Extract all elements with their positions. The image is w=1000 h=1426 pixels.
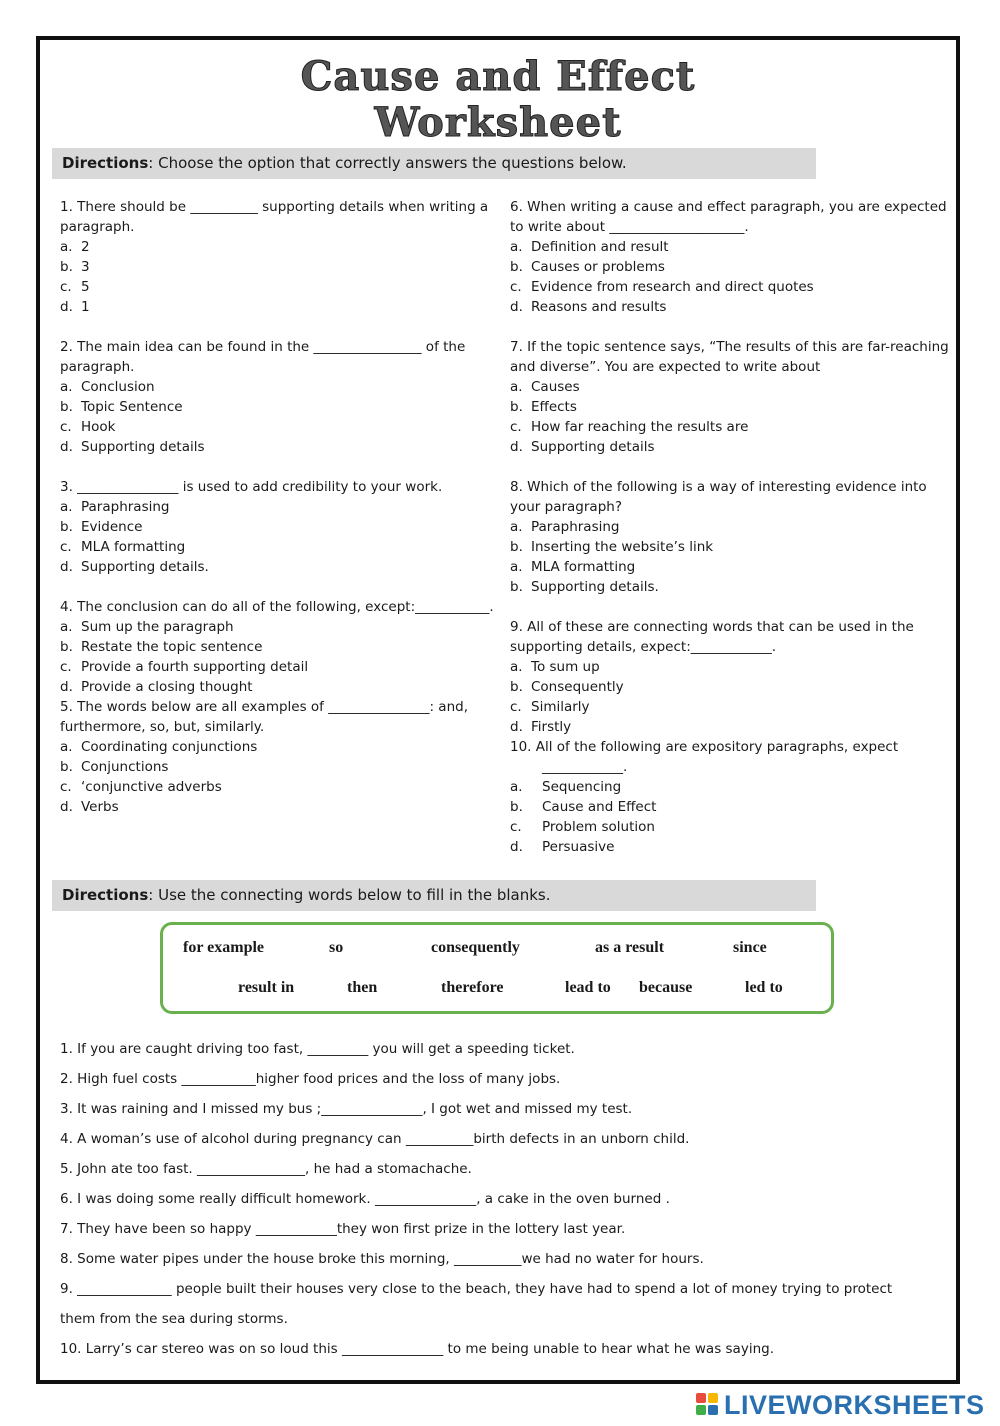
option-letter: d. [510, 439, 523, 455]
question-text: 9. All of these are connecting words that can be used in the supporting details, expect:____________. [510, 619, 914, 655]
answer-option[interactable] [510, 237, 950, 257]
answer-option[interactable] [510, 797, 950, 817]
option-text: Definition and result [531, 239, 669, 255]
question [510, 737, 950, 857]
answer-option[interactable] [60, 677, 496, 697]
word-bank-item: led to [745, 979, 783, 996]
answer-option[interactable] [510, 417, 950, 437]
option-letter: a. [60, 739, 73, 755]
option-letter: d. [60, 299, 73, 315]
question-text: 4. The conclusion can do all of the following, except:___________. [60, 599, 494, 615]
answer-option[interactable] [510, 257, 950, 277]
answer-option[interactable] [60, 537, 496, 557]
option-text: Cause and Effect [542, 799, 657, 815]
option-text: Supporting details [531, 439, 655, 455]
question [60, 477, 496, 577]
option-text: Evidence from research and direct quotes [531, 279, 814, 295]
option-text: Restate the topic sentence [81, 639, 263, 655]
answer-option[interactable] [60, 297, 496, 317]
answer-option[interactable] [60, 497, 496, 517]
option-text: Provide a closing thought [81, 679, 253, 695]
fill-in-sentence: them from the sea during storms. [60, 1311, 288, 1327]
question-text: 1. There should be __________ supporting details when writing a paragraph. [60, 199, 489, 235]
word-bank-item: therefore [441, 979, 504, 996]
option-text: How far reaching the results are [531, 419, 749, 435]
option-text: Hook [81, 419, 116, 435]
question [510, 337, 950, 457]
option-text: Topic Sentence [81, 399, 183, 415]
answer-option[interactable] [510, 397, 950, 417]
answer-option[interactable] [510, 697, 950, 717]
question [60, 597, 496, 697]
option-text: Firstly [531, 719, 572, 735]
option-text: Provide a fourth supporting detail [81, 659, 309, 675]
option-text: Evidence [81, 519, 143, 535]
option-letter: c. [60, 659, 72, 675]
question-text: 8. Which of the following is a way of interesting evidence into your paragraph? [510, 479, 927, 515]
word-bank-item: so [329, 939, 344, 956]
option-letter: c. [60, 279, 72, 295]
option-text: Supporting details [81, 439, 205, 455]
question [510, 617, 950, 737]
answer-option[interactable] [510, 677, 950, 697]
answer-option[interactable] [510, 537, 950, 557]
fill-in-sentence: 7. They have been so happy ____________they won first prize in the lottery last year. [60, 1221, 626, 1237]
answer-option[interactable] [60, 757, 496, 777]
option-text: Causes or problems [531, 259, 665, 275]
option-letter: b. [510, 539, 523, 555]
option-letter: d. [60, 799, 73, 815]
option-letter: b. [60, 759, 73, 775]
option-text: Conjunctions [81, 759, 169, 775]
answer-option[interactable] [510, 717, 950, 737]
directions-label: Directions [62, 886, 149, 904]
answer-option[interactable] [60, 637, 496, 657]
answer-option[interactable] [510, 837, 950, 857]
fill-in-list [60, 1034, 940, 1364]
fill-in-sentence: 4. A woman’s use of alcohol during pregnancy can __________birth defects in an unborn child. [60, 1131, 690, 1147]
question [60, 697, 496, 817]
option-letter: b. [510, 799, 523, 815]
question-text: 5. The words below are all examples of _______________: and, furthermore, so, but, similarly. [60, 699, 468, 735]
answer-option[interactable] [510, 577, 950, 597]
option-text: Supporting details. [81, 559, 209, 575]
answer-option[interactable] [60, 797, 496, 817]
option-text: Problem solution [542, 819, 655, 835]
answer-option[interactable] [60, 257, 496, 277]
option-letter: a. [510, 779, 523, 795]
answer-option[interactable] [510, 517, 950, 537]
answer-option[interactable] [510, 297, 950, 317]
fill-in-sentence: 6. I was doing some really difficult homework. _______________, a cake in the oven burned . [60, 1191, 670, 1207]
option-text: ‘conjunctive adverbs [81, 779, 222, 795]
answer-option[interactable] [510, 377, 950, 397]
questions-left-column [60, 197, 496, 837]
option-letter: b. [60, 519, 73, 535]
question [510, 197, 950, 317]
answer-option[interactable] [60, 557, 496, 577]
word-bank-item: as a result [595, 939, 665, 956]
questions-right-column [510, 197, 950, 877]
word-bank-item: lead to [565, 979, 611, 996]
option-text: Persuasive [542, 839, 615, 855]
answer-option[interactable] [60, 617, 496, 637]
option-letter: c. [510, 419, 522, 435]
answer-option[interactable] [60, 397, 496, 417]
question-text: 2. The main idea can be found in the ________________ of the paragraph. [60, 339, 466, 375]
fill-in-sentence: 10. Larry’s car stereo was on so loud this _______________ to me being unable to hear what he was saying. [60, 1341, 774, 1357]
option-text: To sum up [531, 659, 600, 675]
title-line-2: Worksheet [374, 99, 622, 146]
directions-bar-1 [52, 148, 816, 179]
title-line-1: Cause and Effect [300, 53, 696, 100]
option-letter: a. [60, 499, 73, 515]
option-text: 2 [81, 239, 90, 255]
option-letter: a. [510, 559, 523, 575]
option-text: Sequencing [542, 779, 622, 795]
option-letter: d. [60, 439, 73, 455]
option-letter: a. [60, 619, 73, 635]
question [510, 477, 950, 597]
option-text: 5 [81, 279, 90, 295]
answer-option[interactable] [60, 777, 496, 797]
directions-text: : Choose the option that correctly answers the questions below. [148, 154, 627, 172]
word-bank-item: then [347, 979, 378, 996]
word-bank [160, 922, 834, 1014]
option-letter: b. [510, 259, 523, 275]
fill-in-sentence: 5. John ate too fast. ________________, he had a stomachache. [60, 1161, 472, 1177]
option-letter: a. [510, 379, 523, 395]
answer-option[interactable] [60, 737, 496, 757]
option-text: Conclusion [81, 379, 155, 395]
fill-in-sentence: 2. High fuel costs ___________higher food prices and the loss of many jobs. [60, 1071, 561, 1087]
option-letter: a. [60, 239, 73, 255]
answer-option[interactable] [510, 777, 950, 797]
option-letter: a. [60, 379, 73, 395]
option-letter: b. [510, 399, 523, 415]
option-letter: d. [510, 839, 523, 855]
answer-option[interactable] [60, 417, 496, 437]
directions-text: : Use the connecting words below to fill in the blanks. [148, 886, 551, 904]
option-letter: c. [60, 779, 72, 795]
answer-option[interactable] [60, 237, 496, 257]
option-letter: d. [510, 299, 523, 315]
option-text: Similarly [531, 699, 590, 715]
option-text: 1 [81, 299, 90, 315]
question [60, 337, 496, 457]
option-text: Paraphrasing [81, 499, 170, 515]
question-text: 7. If the topic sentence says, “The results of this are far-reaching and diverse”. You are expected to write about [510, 339, 949, 375]
option-letter: b. [510, 579, 523, 595]
option-letter: b. [60, 399, 73, 415]
answer-option[interactable] [510, 437, 950, 457]
option-text: Supporting details. [531, 579, 659, 595]
option-letter: a. [510, 239, 523, 255]
option-text: MLA formatting [531, 559, 636, 575]
answer-option[interactable] [60, 377, 496, 397]
word-bank-item: result in [238, 979, 295, 996]
option-letter: a. [510, 659, 523, 675]
option-letter: b. [60, 639, 73, 655]
option-text: Consequently [531, 679, 624, 695]
answer-option[interactable] [60, 277, 496, 297]
option-letter: a. [510, 519, 523, 535]
answer-option[interactable] [60, 517, 496, 537]
liveworksheets-logo [696, 1390, 985, 1420]
option-letter: d. [60, 679, 73, 695]
option-text: Paraphrasing [531, 519, 620, 535]
option-text: Reasons and results [531, 299, 667, 315]
option-letter: b. [510, 679, 523, 695]
option-text: Inserting the website’s link [531, 539, 714, 555]
fill-in-sentence: 8. Some water pipes under the house broke this morning, __________we had no water for hours. [60, 1251, 704, 1267]
liveworksheets-icon [696, 1393, 720, 1417]
fill-in-sentence: 3. It was raining and I missed my bus ;_______________, I got wet and missed my test. [60, 1101, 633, 1117]
fill-in-sentence: 9. ______________ people built their houses very close to the beach, they have had to spend a lot of money trying to protect [60, 1281, 893, 1297]
answer-option[interactable] [510, 557, 950, 577]
word-bank-item: since [733, 939, 767, 956]
option-text: Sum up the paragraph [81, 619, 234, 635]
directions-label: Directions [62, 154, 149, 172]
option-letter: d. [60, 559, 73, 575]
word-bank-item: consequently [431, 939, 520, 956]
option-letter: d. [510, 719, 523, 735]
answer-option[interactable] [510, 277, 950, 297]
option-letter: b. [60, 259, 73, 275]
answer-option[interactable] [60, 657, 496, 677]
option-text: Causes [531, 379, 580, 395]
brand-name: LIVEWORKSHEETS [724, 1389, 985, 1420]
option-text: MLA formatting [81, 539, 186, 555]
question-text: 6. When writing a cause and effect paragraph, you are expected to write about ____________________. [510, 199, 947, 235]
word-bank-item: for example [183, 939, 265, 956]
answer-option[interactable] [60, 437, 496, 457]
option-letter: c. [510, 279, 522, 295]
fill-in-sentence: 1. If you are caught driving too fast, _________ you will get a speeding ticket. [60, 1041, 575, 1057]
answer-option[interactable] [510, 817, 950, 837]
option-letter: c. [510, 819, 522, 835]
option-letter: c. [60, 419, 72, 435]
directions-bar-2 [52, 880, 816, 911]
option-text: Coordinating conjunctions [81, 739, 258, 755]
question [60, 197, 496, 317]
option-letter: c. [60, 539, 72, 555]
option-letter: c. [510, 699, 522, 715]
question-text-blank: ____________. [542, 759, 628, 775]
question-text: 10. All of the following are expository paragraphs, expect [510, 739, 899, 755]
answer-option[interactable] [510, 657, 950, 677]
word-bank-item: because [639, 979, 693, 996]
question-text: 3. _______________ is used to add credibility to your work. [60, 479, 443, 495]
option-text: Effects [531, 399, 577, 415]
option-text: Verbs [81, 799, 119, 815]
option-text: 3 [81, 259, 90, 275]
worksheet-frame [36, 36, 960, 1384]
